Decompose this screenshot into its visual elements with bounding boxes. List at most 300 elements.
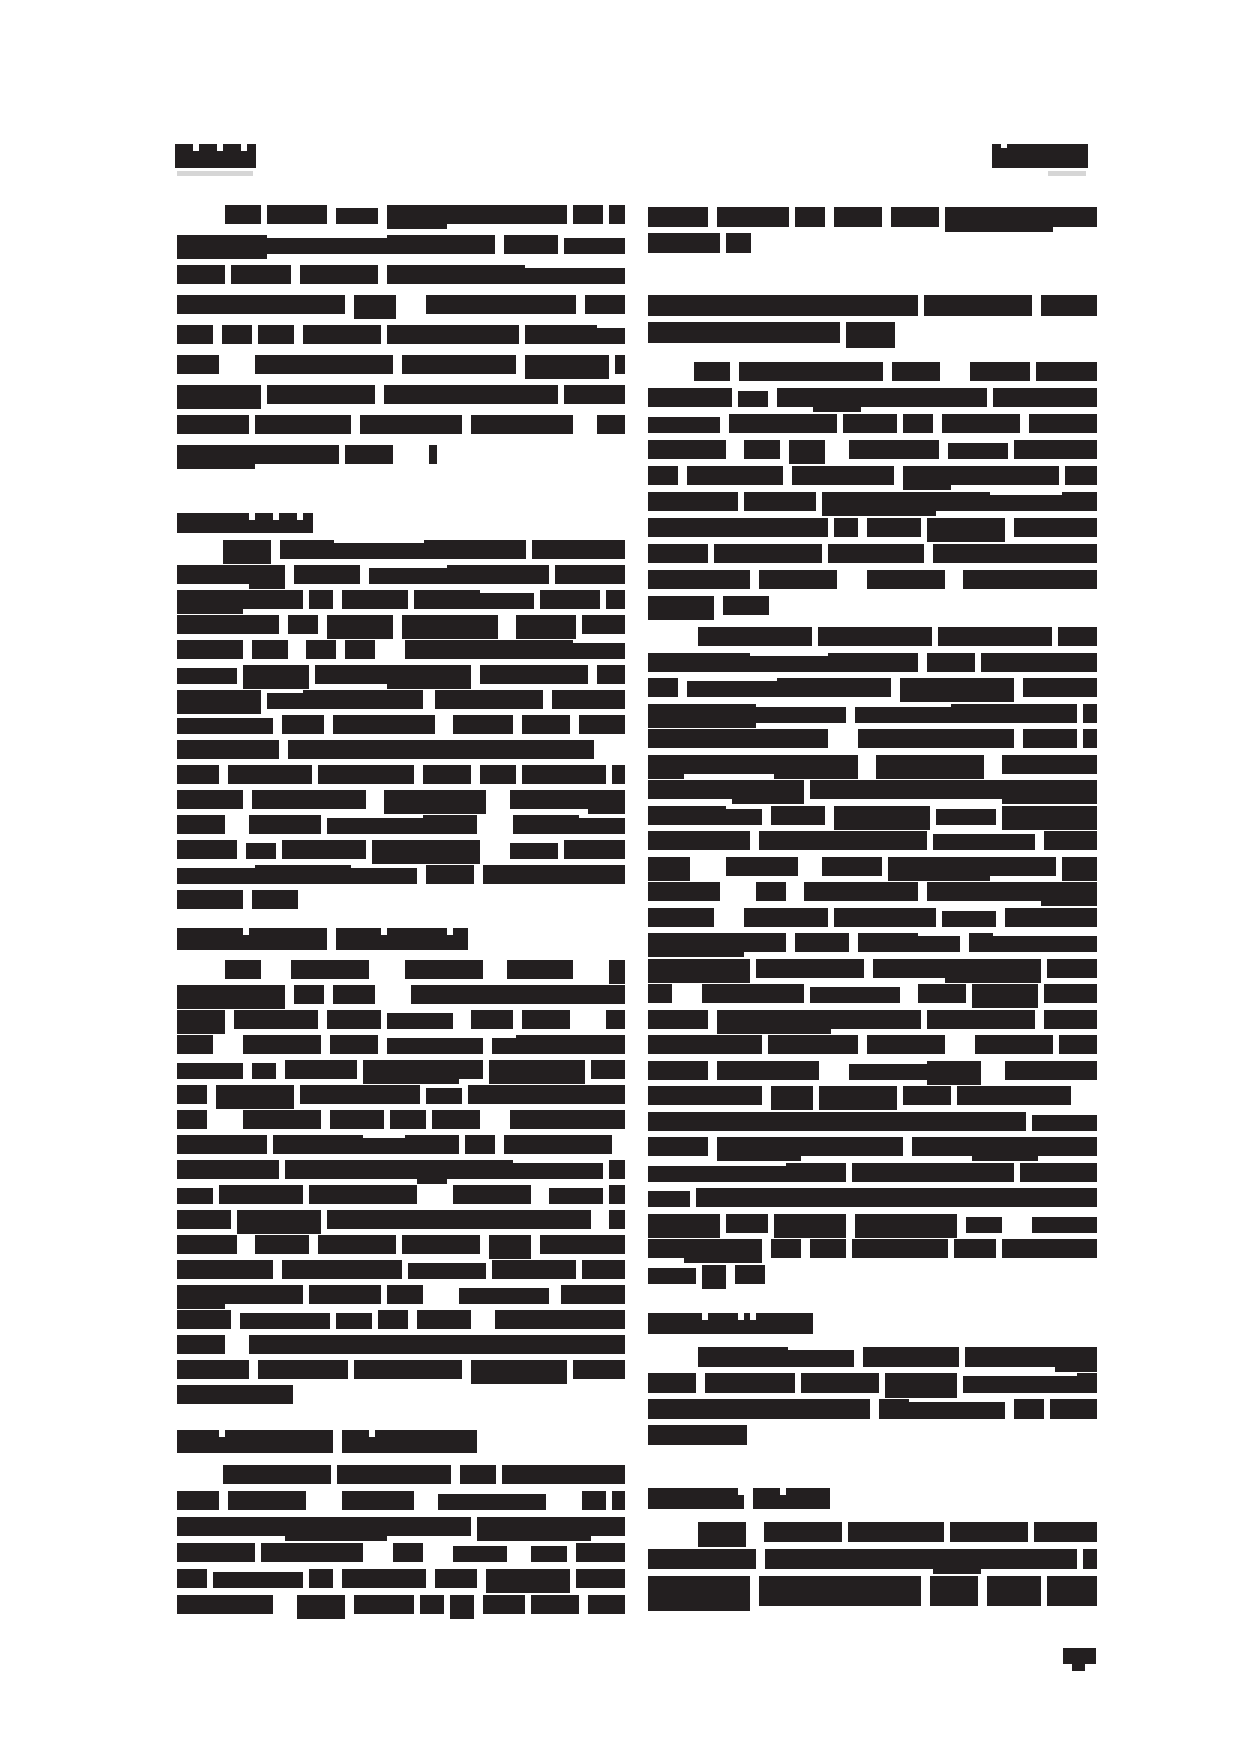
ink-segment (591, 1060, 625, 1079)
ink-segment (513, 1163, 603, 1179)
text-line (177, 1385, 293, 1404)
heading-notch (780, 1488, 786, 1495)
ink-segment (465, 1135, 495, 1154)
text-line (648, 544, 1097, 563)
ink-segment (648, 1239, 684, 1258)
text-line (177, 765, 625, 784)
ink-segment (648, 518, 672, 537)
ink-segment (771, 1086, 813, 1110)
ink-segment (351, 1335, 447, 1354)
ink-segment (819, 1086, 897, 1110)
ink-segment (852, 1163, 942, 1182)
ink-segment (510, 790, 558, 809)
ink-segment (460, 1465, 496, 1484)
ink-segment (969, 933, 993, 952)
text-line (177, 790, 625, 809)
ink-segment (694, 362, 730, 381)
ink-segment (345, 355, 393, 374)
ink-segment (177, 415, 249, 434)
ink-segment (411, 985, 471, 1004)
ink-segment (573, 1335, 625, 1354)
ink-segment (720, 729, 828, 748)
text-line (177, 295, 625, 314)
text-line (698, 1347, 1097, 1367)
ink-segment (1062, 857, 1097, 881)
ink-segment (1002, 780, 1097, 804)
ink-segment (729, 414, 795, 433)
ink-segment (327, 818, 423, 834)
ink-segment (870, 1112, 912, 1131)
ink-segment (345, 445, 393, 464)
ink-segment (930, 1188, 1020, 1207)
ink-segment (333, 690, 423, 709)
ink-segment (387, 235, 495, 254)
left-paragraph-2-illegible-text (177, 540, 625, 929)
ink-segment (330, 1035, 378, 1054)
ink-segment (555, 565, 603, 584)
ink-segment (744, 492, 816, 511)
ink-segment (489, 1235, 531, 1259)
ink-segment (582, 1491, 606, 1510)
heading-notch (249, 513, 255, 520)
ink-segment (513, 815, 579, 834)
text-line (223, 540, 625, 559)
ink-segment (525, 325, 597, 344)
ink-segment (863, 1347, 959, 1367)
ink-segment (648, 882, 684, 901)
ink-segment (393, 1160, 417, 1179)
ink-segment (495, 1310, 573, 1329)
ink-segment (1032, 1115, 1097, 1131)
ink-segment (870, 295, 918, 316)
text-line (177, 1543, 625, 1562)
ink-segment (771, 806, 825, 825)
ink-segment (834, 806, 930, 830)
ink-segment (246, 843, 276, 859)
ink-segment (423, 1210, 471, 1229)
ink-segment (597, 328, 625, 344)
ink-segment (938, 627, 980, 646)
ink-segment (318, 765, 414, 784)
ink-segment (393, 1543, 423, 1562)
ink-segment (483, 865, 555, 884)
ink-segment (975, 1035, 1053, 1054)
ink-segment (408, 1263, 486, 1279)
ink-segment (852, 1188, 888, 1207)
heading-ink-block (648, 1313, 813, 1334)
ink-segment (903, 1086, 951, 1105)
ink-segment (342, 1569, 426, 1588)
ink-segment (597, 415, 625, 434)
ink-segment (750, 1112, 846, 1131)
ink-segment (282, 1260, 360, 1279)
text-line (177, 615, 625, 634)
ink-segment (177, 1517, 285, 1536)
ink-segment (258, 1360, 348, 1379)
ink-segment (1034, 1522, 1097, 1542)
text-line (177, 325, 625, 344)
text-line (177, 1285, 625, 1304)
ink-segment (855, 707, 951, 723)
ink-segment (540, 1235, 625, 1254)
ink-segment (309, 1285, 381, 1304)
ink-segment (648, 1399, 744, 1419)
ink-segment (177, 1063, 243, 1079)
ink-segment (228, 765, 312, 784)
ink-segment (417, 1160, 447, 1184)
left-paragraph-4-illegible-text (177, 1465, 625, 1635)
text-line (648, 1010, 1097, 1029)
text-line (648, 1576, 1097, 1606)
ink-segment (696, 1166, 786, 1182)
text-line (648, 678, 1097, 697)
ink-segment (435, 1569, 477, 1588)
text-line (648, 1399, 1097, 1419)
ink-segment (480, 665, 588, 684)
text-line (177, 1491, 625, 1510)
ink-segment (177, 815, 225, 834)
ink-segment (606, 590, 625, 609)
text-line (648, 1214, 1097, 1233)
ink-segment (861, 388, 897, 407)
ink-segment (177, 1010, 225, 1034)
heading-ink-block (177, 513, 313, 533)
ink-segment (504, 1135, 612, 1154)
ink-segment (1035, 570, 1097, 589)
ink-segment (405, 1135, 459, 1154)
page-header-right-mark (992, 144, 1088, 168)
ink-segment (288, 615, 318, 634)
ink-segment (177, 1160, 279, 1179)
ink-segment (684, 1239, 762, 1263)
ink-segment (450, 1595, 474, 1619)
ink-segment (471, 985, 549, 1004)
ink-segment (843, 414, 897, 433)
ink-segment (522, 765, 606, 784)
text-line (648, 1265, 765, 1284)
ink-segment (810, 780, 852, 799)
ink-segment (381, 1210, 423, 1229)
ink-segment (591, 1517, 625, 1536)
ink-segment (750, 656, 828, 672)
ink-segment (327, 1010, 381, 1029)
ink-segment (648, 1268, 696, 1284)
ink-segment (177, 640, 243, 659)
text-line (177, 665, 625, 684)
ink-segment (177, 1310, 231, 1329)
ink-segment (360, 415, 462, 434)
text-line (648, 1112, 1097, 1131)
ink-segment (516, 615, 576, 639)
ink-segment (756, 707, 846, 723)
ink-segment (1044, 984, 1097, 1003)
ink-segment (345, 640, 375, 659)
ink-segment (990, 857, 1056, 876)
ink-segment (801, 1137, 873, 1156)
ink-segment (402, 355, 516, 374)
text-line (177, 985, 625, 1004)
text-line (648, 207, 1097, 227)
ink-segment (466, 540, 526, 559)
page-number-mark (1063, 1648, 1096, 1664)
text-line (223, 1465, 625, 1484)
ink-segment (402, 1235, 480, 1254)
text-line (648, 233, 751, 253)
ink-segment (612, 765, 625, 784)
ink-segment (387, 1517, 471, 1536)
ink-segment (216, 1085, 294, 1109)
ink-segment (228, 1491, 264, 1510)
heading-notch (447, 928, 453, 935)
ink-segment (1047, 704, 1077, 723)
ink-segment (177, 690, 261, 714)
ink-segment (810, 1239, 846, 1258)
ink-segment (342, 1491, 414, 1510)
right-paragraph-2-illegible-text (648, 362, 1097, 636)
ink-segment (726, 570, 750, 589)
ink-segment (648, 596, 714, 620)
ink-segment (648, 755, 684, 779)
ink-segment (648, 207, 708, 227)
ink-segment (303, 690, 333, 709)
text-line (648, 1549, 1097, 1569)
ink-segment (948, 443, 1008, 459)
ink-segment (387, 1038, 483, 1054)
ink-segment (1083, 729, 1097, 748)
text-line (648, 388, 1097, 407)
ink-segment (912, 1112, 1026, 1131)
ink-segment (756, 295, 810, 316)
text-line (177, 840, 625, 859)
ink-segment (822, 492, 936, 516)
ink-segment (942, 1163, 1014, 1182)
text-line (648, 831, 1097, 850)
text-line (177, 1110, 625, 1129)
ink-segment (867, 1035, 945, 1054)
ink-segment (213, 1572, 303, 1588)
ink-segment (252, 890, 298, 909)
ink-segment (1062, 440, 1097, 459)
text-line (177, 1160, 625, 1179)
text-line (648, 729, 1097, 748)
ink-segment (405, 640, 489, 659)
text-line (225, 960, 625, 979)
ink-segment (648, 492, 738, 511)
ink-segment (888, 857, 990, 881)
ink-segment (987, 1576, 1041, 1606)
ink-segment (177, 890, 243, 909)
ink-segment (573, 1310, 625, 1329)
ink-segment (549, 1188, 603, 1204)
text-line (648, 1163, 1097, 1182)
ink-segment (318, 840, 366, 859)
ink-segment (885, 1373, 957, 1398)
ink-segment (453, 1546, 507, 1562)
ink-segment (930, 1576, 978, 1606)
ink-segment (177, 590, 243, 614)
ink-segment (387, 1013, 453, 1029)
ink-segment (282, 840, 318, 859)
ink-segment (648, 1576, 750, 1611)
ink-segment (933, 834, 1035, 850)
ink-segment (447, 1335, 519, 1354)
ink-segment (849, 1064, 927, 1080)
ink-segment (834, 908, 936, 927)
ink-segment (951, 466, 1059, 485)
ink-segment (405, 960, 483, 979)
ink-segment (483, 1595, 525, 1614)
ink-segment (648, 857, 690, 881)
ink-segment (948, 780, 1002, 799)
ink-segment (831, 831, 927, 850)
ink-segment (1041, 295, 1097, 316)
ink-segment (648, 908, 714, 927)
ink-segment (888, 1188, 930, 1207)
ink-segment (177, 295, 267, 314)
ink-segment (801, 1373, 879, 1393)
ink-segment (957, 1086, 1071, 1105)
ink-segment (993, 936, 1097, 952)
ink-segment (723, 596, 769, 615)
ink-segment (867, 570, 945, 589)
ink-segment (648, 1166, 696, 1182)
ink-segment (609, 1210, 625, 1229)
ink-segment (177, 1335, 225, 1354)
ink-segment (744, 933, 786, 952)
ink-segment (774, 1214, 846, 1238)
ink-segment (327, 615, 393, 639)
ink-segment (177, 385, 261, 409)
ink-segment (828, 544, 924, 563)
ink-segment (846, 1112, 870, 1131)
ink-segment (1038, 1137, 1097, 1156)
ink-segment (927, 518, 1005, 542)
ink-segment (177, 265, 225, 284)
ink-segment (471, 1010, 513, 1029)
ink-segment (892, 362, 940, 381)
ink-segment (648, 806, 726, 825)
ink-segment (698, 627, 812, 646)
ink-segment (1002, 1239, 1097, 1258)
heading-notch (273, 513, 279, 520)
ink-segment (903, 414, 933, 433)
ink-segment (648, 933, 744, 957)
ink-segment (903, 466, 951, 490)
ink-segment (267, 295, 345, 314)
ink-segment (255, 445, 339, 464)
ink-segment (609, 1160, 625, 1179)
ink-segment (558, 790, 588, 809)
ink-segment (579, 818, 625, 834)
ink-segment (795, 933, 849, 952)
text-line (648, 1137, 1097, 1156)
ink-segment (1083, 388, 1097, 407)
ink-segment (804, 1188, 852, 1207)
ink-segment (354, 295, 396, 319)
ink-segment (951, 704, 987, 723)
ink-segment (936, 809, 996, 825)
ink-segment (225, 960, 261, 979)
ink-segment (702, 1265, 726, 1289)
ink-segment (573, 643, 625, 659)
ink-segment (873, 959, 945, 978)
ink-segment (1047, 959, 1097, 978)
ink-segment (714, 544, 822, 563)
ink-segment (834, 959, 864, 978)
ink-segment (372, 840, 480, 864)
ink-segment (177, 668, 237, 684)
text-line (177, 415, 625, 434)
text-line (648, 959, 1097, 978)
ink-segment (243, 1110, 321, 1129)
ink-segment (492, 1260, 576, 1279)
ink-segment (1036, 362, 1097, 381)
text-line (648, 984, 1097, 1003)
text-line (225, 205, 625, 224)
ink-segment (1014, 1399, 1044, 1419)
ink-segment (1005, 1061, 1097, 1080)
ink-segment (648, 1010, 708, 1029)
ink-segment (852, 1239, 948, 1258)
ink-segment (1050, 1399, 1097, 1419)
ink-segment (177, 985, 285, 1009)
ink-segment (698, 1347, 788, 1367)
ink-segment (504, 235, 558, 254)
heading-notch (243, 928, 249, 935)
ink-segment (696, 1188, 756, 1207)
illegible-section-heading (177, 1430, 477, 1453)
ink-segment (1044, 831, 1097, 850)
text-line (648, 653, 1097, 672)
ink-segment (531, 1595, 579, 1614)
ink-segment (243, 665, 309, 689)
heading-notch (381, 928, 387, 935)
ink-segment (942, 414, 1020, 433)
ink-segment (576, 1543, 625, 1562)
ink-segment (280, 540, 334, 559)
text-line (694, 362, 1097, 381)
ink-segment (846, 322, 895, 348)
ink-segment (252, 790, 366, 809)
ink-segment (333, 715, 435, 734)
text-line (648, 322, 895, 343)
ink-segment (777, 678, 891, 697)
ink-segment (261, 1543, 363, 1562)
ink-segment (576, 1085, 625, 1104)
right-paragraph-5-illegible-text (648, 1522, 1097, 1617)
ink-segment (477, 205, 567, 224)
ink-segment (648, 1086, 702, 1105)
ink-segment (927, 1061, 981, 1085)
ink-segment (788, 1350, 854, 1367)
ink-segment (765, 1549, 861, 1569)
ink-segment (963, 1376, 1077, 1393)
ink-segment (177, 765, 219, 784)
ink-segment (267, 238, 303, 254)
ink-segment (756, 959, 834, 978)
ink-segment (564, 385, 625, 404)
text-line (177, 1235, 625, 1254)
ink-segment (306, 640, 336, 659)
ink-segment (532, 540, 625, 559)
text-line (177, 1060, 625, 1079)
ink-segment (813, 388, 861, 412)
ink-segment (177, 235, 267, 259)
ink-segment (426, 1088, 462, 1104)
ink-segment (351, 868, 417, 884)
ink-segment (522, 1010, 570, 1029)
ink-segment (1020, 1163, 1097, 1182)
